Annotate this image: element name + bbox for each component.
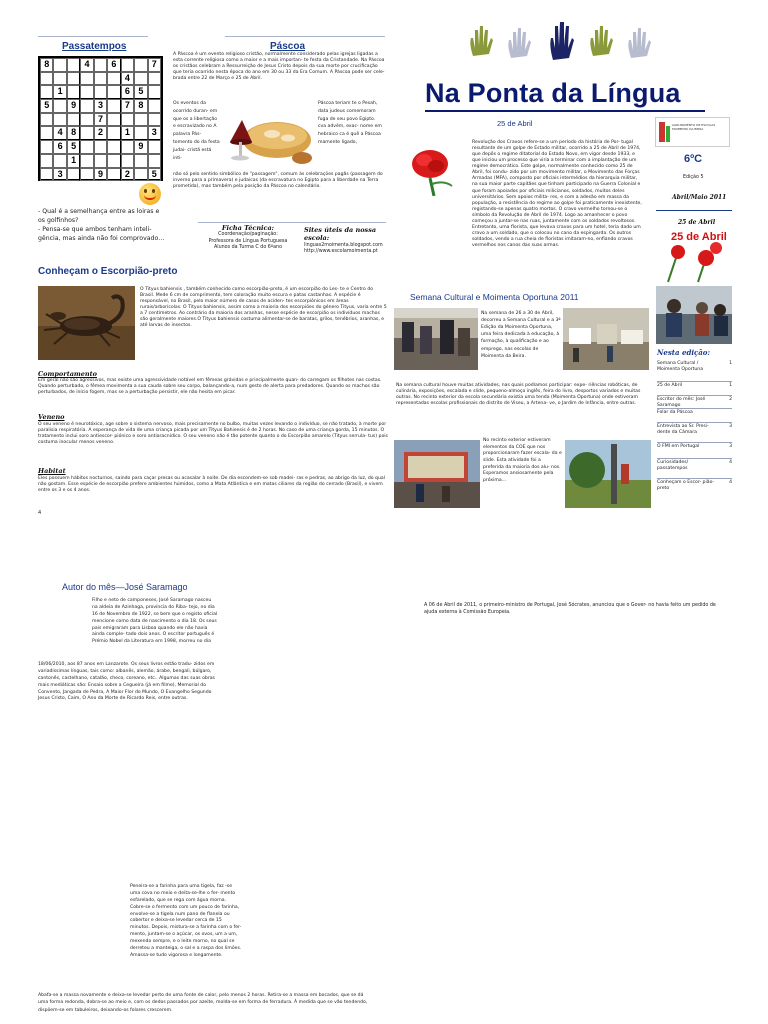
sudoku-cell[interactable]: [148, 85, 161, 99]
habitat-title: Habitat: [38, 467, 66, 475]
sudoku-cell[interactable]: [67, 85, 80, 99]
toc-item[interactable]: [657, 396, 732, 409]
toc-item[interactable]: [657, 382, 732, 396]
sudoku-cell[interactable]: 4: [53, 126, 66, 140]
toc-item[interactable]: [657, 479, 732, 499]
toc-item-label: 25 de Abril: [657, 383, 683, 388]
divider: [198, 222, 386, 223]
pascoa-text-bottom: não só pelo sentido simbólico de "passagem", comum às celebrações pagãs (passagem do inverno para a primavera) e judaicas (da escravatura no Egipto para a liberdade na Terra prometida), mas também pela posição da Páscoa no calendário.: [173, 172, 383, 190]
abril-text-narrow: [472, 140, 644, 249]
toc-item[interactable]: [657, 443, 732, 459]
toc-item-label: O FMI em Portugal: [657, 444, 700, 449]
sudoku-cell[interactable]: [134, 58, 147, 72]
sudoku-cell[interactable]: [134, 113, 147, 127]
sidebar-photo: [656, 286, 732, 344]
ficha-tecnica: [196, 224, 300, 251]
semana-photo-4: [565, 440, 651, 508]
sudoku-cell[interactable]: [67, 72, 80, 86]
sudoku-cell[interactable]: 2: [94, 126, 107, 140]
hands-logo-icon: [465, 22, 660, 62]
sudoku-cell[interactable]: [94, 85, 107, 99]
abril-title: 25 de Abril: [497, 119, 533, 128]
page-number: 4: [38, 510, 42, 516]
escorpiao-title: Conheçam o Escorpião-preto: [38, 266, 178, 277]
sudoku-cell[interactable]: 6: [53, 140, 66, 154]
sudoku-cell[interactable]: [148, 154, 161, 168]
sudoku-cell[interactable]: [80, 72, 93, 86]
sudoku-cell[interactable]: 5: [134, 85, 147, 99]
sudoku-cell[interactable]: [40, 126, 53, 140]
toc-item-page: 3: [729, 444, 732, 449]
sudoku-cell[interactable]: 6: [107, 58, 120, 72]
ficha-line: Coordenação/paginação:: [218, 232, 278, 238]
veneno-title: Veneno: [38, 413, 65, 421]
sudoku-cell[interactable]: [134, 126, 147, 140]
smiley-icon: [139, 183, 161, 205]
sudoku-cell[interactable]: 9: [94, 168, 107, 182]
comportamento-text: Em geral não são agressivos, mas existe uma agressividade notável em fêmeas grávidas e principalmente quan- do carregam os filhotes nas costas. Quando perturbado, o fêmea movimenta a sua cauda sobre seu corpo, balançando-a, num gesto de alerta para predadores. Quando os machos são perturbados, de início fogem, mas se a perturbação persistir, ele não hesita em picar.: [38, 378, 382, 396]
sudoku-cell[interactable]: 5: [67, 140, 80, 154]
sudoku-cell[interactable]: 2: [121, 168, 134, 182]
sudoku-cell[interactable]: 9: [67, 99, 80, 113]
sudoku-cell[interactable]: [94, 140, 107, 154]
sudoku-cell[interactable]: [148, 140, 161, 154]
sudoku-cell[interactable]: [53, 58, 66, 72]
pascoa-title: Páscoa: [270, 41, 306, 52]
class-label: 6ºC: [684, 153, 703, 165]
edition-label: Edição 5: [683, 175, 704, 180]
pascoa-text-right: Páscoa teriam te o Pesah, data judeus comemoram fuga de seu povo Egipto. cva advém, exac- nome em hebraico ca é quê a Páscoa mamente ligado,: [318, 101, 382, 145]
sudoku-cell[interactable]: 8: [67, 126, 80, 140]
sudoku-cell[interactable]: 3: [53, 168, 66, 182]
autor-text-full: 18/06/2010, aos 87 anos em Lanzarote. Os seus livros estão tradu- zidos em variadíssimas línguas, tais como: albanês, alemão, árabe, bengali, búlgaro, cantonês, castelhano, catalão, checo, coreano, etc.. Algumas das suas obras mais mediáticas são: Ensaio sobre a Cegueira (já em filme), Memorial do Convento, Jangada de Pedra, A Maior Flor do Mundo, O Evangelho Segundo Jesus Cristo, Caim, O Ano da Morte de Ricardo Reis, entre outras.: [38, 662, 215, 702]
sudoku-cell[interactable]: [80, 126, 93, 140]
carnation-photo: [400, 140, 468, 196]
semana-text-b: Na semana cultural houve muitas atividades, nas quais podíamos participar: expe- riências robóticas, de culinária, exposições, escalada e slide, pequeno-almoço inglês, feira do livro, desportos variados e muitas outras. No recinto exterior da escola secundária existia uma tenda (Moimenta Oportuna) onde estiveram representadas escolas profissionais do distrito de Viseu, a Artena- ve, o Jardim de Infância, entre outras.: [396, 383, 641, 407]
easter-bread-photo: [222, 108, 316, 168]
riddle-text: [38, 208, 168, 244]
sudoku-cell[interactable]: [53, 72, 66, 86]
sudoku-cell[interactable]: [107, 113, 120, 127]
sites-title: Sites úteis da nossa escola:: [304, 226, 377, 243]
sudoku-cell[interactable]: [53, 154, 66, 168]
habitat-text: Eles possuem hábitos nocturnos, saindo para caçar presas ou acasalar à noite. De dia escondem-se sob madei- ras e pedras, ao abrigo da luz, do qual não gostam. Esse espécie de escorpião prefere ambientes húmidos, como a Mata Atlântica e em matas ciliares da região do cerrado (Brasil), e vivem entre os 3 e os 4 anos.: [38, 476, 385, 494]
sudoku-cell[interactable]: [80, 99, 93, 113]
sudoku-cell[interactable]: [121, 113, 134, 127]
sudoku-cell[interactable]: [80, 154, 93, 168]
sudoku-cell[interactable]: [80, 168, 93, 182]
pascoa-text-left: Os eventos da ocorrido duran- em que os a libertação e escravizado no A palavra Pás- tomento do da festa judai- cristã está inti-: [173, 101, 220, 161]
sudoku-cell[interactable]: [107, 168, 120, 182]
sudoku-cell[interactable]: [67, 58, 80, 72]
sudoku-cell[interactable]: [148, 99, 161, 113]
sudoku-cell[interactable]: [121, 154, 134, 168]
sudoku-cell[interactable]: [40, 113, 53, 127]
sites-uteis: [304, 226, 390, 256]
sudoku-cell[interactable]: [107, 85, 120, 99]
site-link[interactable]: http://www.escolamoimenta.pt: [304, 249, 378, 255]
toc-item-page: 1: [729, 383, 732, 388]
toc-item-page: 4: [729, 460, 732, 465]
sudoku-cell[interactable]: [94, 154, 107, 168]
sudoku-cell[interactable]: [94, 58, 107, 72]
scorpion-photo: [38, 286, 135, 360]
top-rule-right: [225, 36, 385, 37]
sudoku-cell[interactable]: 8: [40, 58, 53, 72]
25-abril-graphic: [658, 232, 726, 284]
sudoku-cell[interactable]: [107, 154, 120, 168]
toc-item-page: 4: [729, 480, 732, 485]
sudoku-cell[interactable]: [80, 113, 93, 127]
sudoku-cell[interactable]: 7: [121, 99, 134, 113]
fmi-text: A 06 de Abril de 2011, o primeiro-ministro de Portugal, José Sócrates, anunciou que o Gover- no havia feito um pedido de ajuda externa à Comissão Europeia.: [424, 603, 716, 616]
sudoku-cell[interactable]: 3: [148, 126, 161, 140]
badge-top: 25 de Abril: [678, 219, 716, 226]
sudoku-cell[interactable]: [148, 113, 161, 127]
sudoku-cell[interactable]: [53, 99, 66, 113]
sudoku-cell[interactable]: 4: [121, 72, 134, 86]
riddle-line: - Pensa-se que ambos tenham inteli-: [38, 225, 152, 233]
toc-item-label: Folar da Páscoa: [657, 410, 693, 415]
sidebar-rule: [656, 210, 732, 211]
sudoku-cell[interactable]: 6: [121, 85, 134, 99]
sudoku-cell[interactable]: [107, 126, 120, 140]
folar-text-narrow: Peneira-se a farinha para uma tigela, faz -se uma cova no meio e deita-se-lhe o fer- mento esfarelado, que se rega com água morna. Cobre-se o fermento com um pouco de farinha, envolve-se a tigela num pano de flanela ou cobertor e deixa-se levedar cerca de 15 minutos. Depois, mistura-se a farinha com o fer- mento, juntam-se o açúcar, os ovos, um a um, mexendo sempre, e o leite morno, no qual se derreteu a manteiga, o sal e a raspa dos limões. Amassa-se tudo vigorosa e longamente.: [130, 884, 242, 958]
25-abril-graphic-text: 25 de Abril: [671, 231, 727, 243]
semana-title: Semana Cultural e Moimenta Oportuna 2011: [410, 292, 579, 302]
sudoku-cell[interactable]: 5: [148, 168, 161, 182]
toc-item-page: 3: [729, 424, 732, 429]
top-rule-left: [38, 36, 148, 37]
sudoku-cell[interactable]: [67, 168, 80, 182]
semana-text-a: Na semana de 26 a 30 de Abril, decorreu a Semana Cultural e a 3ª Edição da Moimenta Oportuna, uma feira dedicada à educação, à formação, à qualificação e ao emprego, nas escolas de Moimenta da Beira.: [481, 311, 561, 359]
sudoku-cell[interactable]: 8: [134, 99, 147, 113]
sudoku-cell[interactable]: 3: [94, 99, 107, 113]
sudoku-cell[interactable]: [134, 168, 147, 182]
sudoku-cell[interactable]: 5: [40, 99, 53, 113]
masthead-title: Na Ponta da Língua: [425, 78, 681, 108]
autor-text-indented: Filho e neto de camponeses, José Saramago nasceu na aldeia de Azinhaga, província do Riba- tejo, no dia 16 de Novembro de 1922, se bem que o registo oficial mencione como data de nascimento o dia 18. Os seus pais emigraram para Lisboa quando ele não havia ainda comple- tado dois anos. O escritor português é Prémio Nobel da Literatura em 1998, morreu no dia: [92, 598, 218, 645]
ficha-line: Professora de Língua Portuguesa: [208, 238, 288, 244]
sudoku-cell[interactable]: [148, 72, 161, 86]
sudoku-cell[interactable]: [134, 72, 147, 86]
comportamento-title: Comportamento: [38, 370, 97, 378]
toc-item-page: 1: [729, 361, 732, 366]
riddle-line: gência, mas ainda não foi comprovado…: [38, 234, 165, 242]
abril-text: Revolução dos Cravos refere-se a um período da história de Por- tugal resultante de um golpe de Estado militar, ocorrido a 25 de Abril de 1974, que depôs o regime ditatorial do Estado Novo, em vigor desde 1933, e que iniciou um processo que viria a terminar com a implantação de um regime democrático. Este golpe, normalmente conhecido como 25 de Abril, foi condu- zido por um movimento militar, o Movimento das Forças Armadas (MFA), composto por oficiais intermédios da hierarquia militar, na sua maior parte capitães que tinham participado na Guerra Colonial e que foram apoiados por oficiais milicianos, soldados, muitos deles universitários. Sem apoios milita- res, e com a adesão em massa da população, a resistência do regime ao golpe foi praticamente inexistente, registando-se apenas quatro mortos. O cravo vermelho tornou-se o símbolo da Revolução de Abril de 1974. Logo ao amanhecer o povo começou a juntar-se nas ruas, juntamente com os soldados revoltosos. Entretanto, uma florista, que levava cravos para um hotel, teria dado um cravo a um soldado, que o colocou no cano da espingarda. Os outros soldados, vendo a rua cheia de floristas imitaram-no, enfiando cravos vermelhos nos canos das suas armas.: [472, 140, 642, 249]
sudoku-cell[interactable]: [40, 140, 53, 154]
sudoku-grid: [38, 56, 163, 181]
toc-item-label: Semana Cultural / Moimenta Oportuna: [657, 361, 704, 372]
sudoku-cell[interactable]: 1: [121, 126, 134, 140]
semana-text-c: No recinto exterior estiveram elementos da COE que nos proporcionaram fazer escala- da e slide. Esta atividade foi a preferida da maioria dos alu- nos. Esperamos ansiosamente pela próxima…: [483, 438, 562, 483]
sudoku-cell[interactable]: [40, 154, 53, 168]
autor-title: Autor do mês—José Saramago: [62, 582, 188, 592]
toc-item[interactable]: [657, 423, 732, 443]
sudoku-cell[interactable]: [40, 72, 53, 86]
sudoku-cell[interactable]: [80, 85, 93, 99]
toc-item-label: Conheçam o Escor- pião-preto: [657, 480, 715, 491]
riddle-line: os golfinhos?: [38, 216, 79, 224]
sudoku-cell[interactable]: [40, 168, 53, 182]
sudoku-cell[interactable]: 1: [67, 154, 80, 168]
toc-title: Nesta edição:: [657, 348, 711, 357]
sudoku-cell[interactable]: 7: [94, 113, 107, 127]
riddle-line: - Qual é a semelhança entre as loiras e: [38, 208, 160, 215]
sudoku-cell[interactable]: [107, 99, 120, 113]
sudoku-cell[interactable]: [80, 140, 93, 154]
toc-item-page: 2: [729, 397, 732, 402]
sudoku-cell[interactable]: [107, 72, 120, 86]
pascoa-text-top: A Páscoa é um evento religioso cristão, normalmente considerado pelas igrejas ligadas a esta corrente religiosa como a maior e a mais importan- te festa da Cristandade. Na Páscoa os cristãos celebram a Ressurreição de Jesus Cristo depois da sua morte por crucificação que teria ocorrido nesta época do ano em 30 ou 33 da Era Comum. A Páscoa pode ser cele- brada entre 22 de Março e 25 de Abril.: [173, 52, 385, 82]
sudoku-cell[interactable]: [121, 140, 134, 154]
site-link[interactable]: linguas2moimenta.blogspot.com: [304, 242, 383, 248]
date-label: Abril/Maio 2011: [672, 194, 727, 201]
sudoku-cell[interactable]: [53, 113, 66, 127]
sudoku-cell[interactable]: [94, 72, 107, 86]
toc-item-label: Escritor do mês: José Saramago: [657, 397, 706, 408]
escorpiao-intro: O Tityus bahiensis , também conhecido como escorpião-preto, é um escorpião do Les- te e Centro do Brasil. Mede 6 cm de comprimento, tem coloração muito escura e patas castanhas. A espécie é responsável, no Brasil, pelo maior número de casos de aciden- tes escorpiónicos em áreas rurais/arborícolas. O Tityus bahiensis, assim como a maioria dos escorpiões do género Tityus, varia entre 5 a 7 centímetros. Ao contrário da maioria dos aranhas, nesse espécie de escorpião os indivíduos machos são geralmente maiores.O Tityus bahiensis costuma alimentar-se de baratas, grilos, tenébrios, aranhas, e até larvas de insectos.: [140, 287, 387, 329]
sudoku-cell[interactable]: 9: [134, 140, 147, 154]
sudoku-cell[interactable]: [134, 154, 147, 168]
passatempos-title: Passatempos: [62, 41, 127, 52]
sudoku-cell[interactable]: [107, 140, 120, 154]
semana-photo-3: [394, 440, 480, 508]
sudoku-cell[interactable]: 1: [53, 85, 66, 99]
masthead-rule: [425, 110, 705, 112]
school-logo: [655, 117, 730, 147]
toc-item-label: Curiosidades/ passatempos: [657, 460, 689, 471]
veneno-text: O seu veneno é neurotóxico, age sobre o sistema nervoso, mais precisamente no bulbo, muitas vezes levando o indivíduo, se não tratado, à morte por paralisia respiratória. A esperança de vida de uma criança picada por um Tityus Bahiensis é de 2 horas. No caso de uma criança gorda, 15 minutos. O tratamento inclui soro antiescor- piónico e soro antiaracnídico. O seu veneno não é tão potente quanto o do Escorpião amarelo (Tityus serrula- tus) pois costuma inocular menos veneno.: [38, 422, 388, 446]
toc-item[interactable]: [657, 360, 732, 382]
sudoku-cell[interactable]: 4: [80, 58, 93, 72]
sudoku-cell[interactable]: [121, 58, 134, 72]
toc-list: [657, 360, 732, 499]
sudoku-cell[interactable]: 7: [148, 58, 161, 72]
school-logo-text: AGRUPAMENTO DE ESCOLAS MOIMENTA DA BEIRA: [672, 123, 716, 131]
toc-item[interactable]: [657, 409, 732, 423]
sudoku-cell[interactable]: [40, 85, 53, 99]
ficha-tecnica-title: Ficha Técnica:: [221, 224, 275, 232]
folar-text-wide: Abafa-se a massa novamente e deixa-se levedar perto de uma fonte de calor, pelo menos 2 horas. Retira-se a massa em bocados, que se dá uma forma redonda, dobra-se ao meio e, com os dedos passados por azeite, molda-se em forma de ferradura. À medida que se vão tendendo, dispõem-se em tabuleiros, deixando-os folares crescerem.: [38, 993, 368, 1013]
semana-photo-1: [394, 308, 478, 370]
sudoku-cell[interactable]: [67, 113, 80, 127]
ficha-line: Alunos da Turma C do 6ºano: [213, 245, 283, 251]
toc-item[interactable]: [657, 459, 732, 479]
toc-item-label: Entrevista ao Sr. Presi- dente da Câmara: [657, 424, 709, 435]
semana-photo-2: [563, 308, 649, 370]
